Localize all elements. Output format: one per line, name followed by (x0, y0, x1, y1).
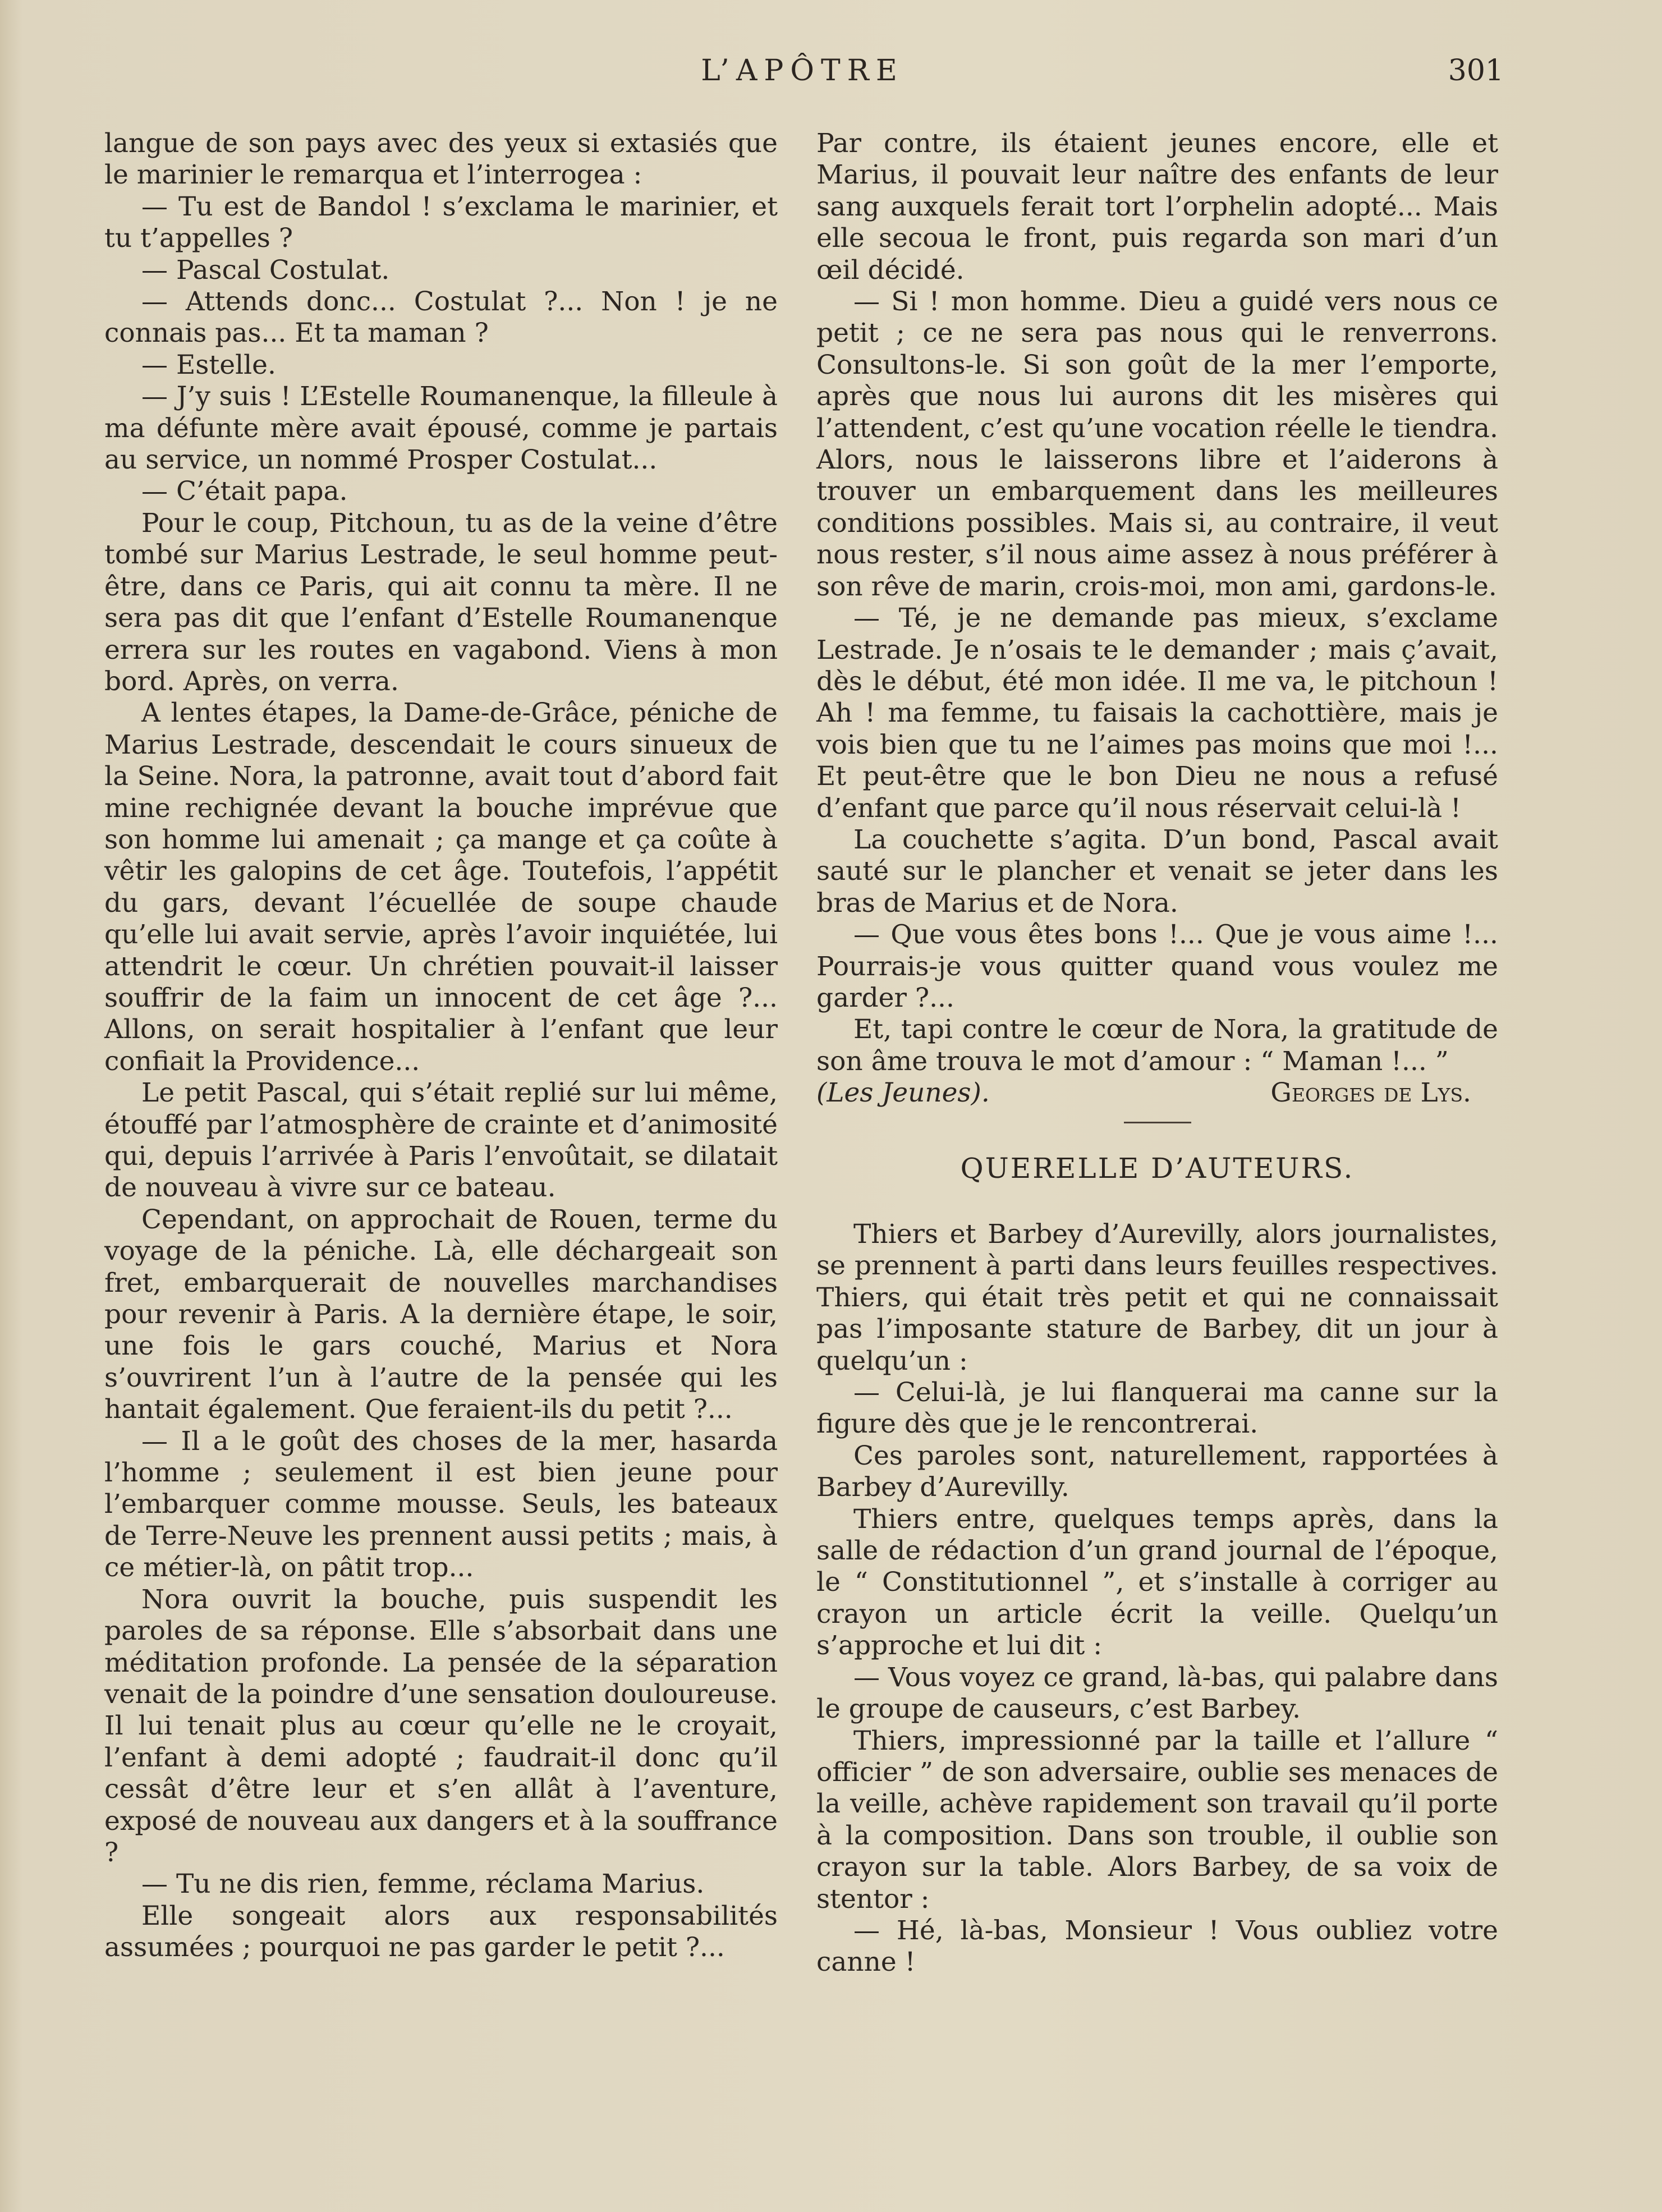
paragraph: Thiers, impressionné par la taille et l’allure “ officier ” de son adversaire, oublie ses menaces de la veille, achève rapidement son travail qu’il porte à la composition. Dans son trouble, il oublie son crayon sur la table. Alors Barbey, de sa voix de stentor : (816, 1725, 1498, 1915)
paragraph: — J’y suis ! L’Estelle Roumanenque, la filleule à ma défunte mère avait épousé, comme je partais au service, un nommé Prosper Costulat... (104, 381, 778, 476)
right-column (816, 128, 1498, 1979)
paragraph: — Tu ne dis rien, femme, réclama Marius. (141, 1869, 705, 1900)
paragraph: — Hé, là-bas, Monsieur ! Vous oubliez votre canne ! (816, 1915, 1498, 1978)
paragraph: — Si ! mon homme. Dieu a guidé vers nous ce petit ; ce ne sera pas nous qui le renverrons. Consultons-le. Si son goût de la mer l’emporte, après que nous lui aurons dit les misères qui l’attendent, c’est qu’une vocation réelle le tiendra. Alors, nous le laisserons libre et l’aiderons à trouver un embarquement dans les meilleures conditions possibles. Mais si, au contraire, il veut nous rester, s’il nous aime assez à nous préférer à son rêve de marin, crois-moi, mon ami, gardons-le. (816, 286, 1498, 602)
page-number: 301 (1448, 54, 1504, 88)
paragraph: — Attends donc... Costulat ?... Non ! je ne connais pas... Et ta maman ? (104, 286, 778, 349)
paragraph: Le petit Pascal, qui s’était replié sur lui même, étouffé par l’atmosphère de crainte et d’animosité qui, depuis l’arrivée à Paris l’envoûtait, se dilatait de nouveau à vivre sur ce bateau. (104, 1077, 778, 1204)
paragraph: langue de son pays avec des yeux si extasiés que le marinier le remarqua et l’interrogea : (104, 128, 778, 191)
paragraph: — Celui-là, je lui flanquerai ma canne sur la figure dès que je le rencontrerai. (816, 1377, 1498, 1440)
article-author: Georges de Lys. (1270, 1077, 1471, 1109)
paragraph: Elle songeait alors aux responsabilités assumées ; pourquoi ne pas garder le petit ?... (104, 1900, 778, 1963)
paragraph: Nora ouvrit la bouche, puis suspendit les paroles de sa réponse. Elle s’absorbait dans une méditation profonde. La pensée de la séparation venait de la poindre d’une sensation douloureuse. Il lui tenait plus au cœur qu’elle ne le croyait, l’enfant à demi adopté ; faudrait-il donc qu’il cessât d’être leur et s’en allât à l’aventure, exposé de nouveau aux dangers et à la souffrance ? (104, 1584, 778, 1868)
page-header (101, 54, 1504, 99)
signature-line (816, 1077, 1498, 1109)
paragraph: — Vous voyez ce grand, là-bas, qui palabre dans le groupe de causeurs, c’est Barbey. (816, 1662, 1498, 1725)
paragraph: Pour le coup, Pitchoun, tu as de la veine d’être tombé sur Marius Lestrade, le seul homme peut-être, dans ce Paris, qui ait connu ta mère. Il ne sera pas dit que l’enfant d’Estelle Roumanenque errera sur les routes en vagabond. Viens à mon bord. Après, on verra. (104, 507, 778, 697)
paragraph: — Il a le goût des choses de la mer, hasarda l’homme ; seulement il est bien jeune pour l’embarquer comme mousse. Seuls, les bateaux de Terre-Neuve les prennent aussi petits ; mais, à ce métier-là, on pâtit trop... (104, 1425, 778, 1584)
paragraph: A lentes étapes, la Dame-de-Grâce, péniche de Marius Lestrade, descendait le cours sinueux de la Seine. Nora, la patronne, avait tout d’abord fait mine rechignée devant la bouche imprévue que son homme lui amenait ; ça mange et ça coûte à vêtir les galopins de cet âge. Toutefois, l’appétit du gars, devant l’écuellée de soupe chaude qu’elle lui avait servie, après l’avoir inquiétée, lui attendrit le cœur. Un chrétien pouvait-il laisser souffrir de la faim un innocent de cet âge ?... Allons, on serait hospitalier à l’enfant que leur confiait la Providence... (104, 697, 778, 1077)
paragraph: Thiers entre, quelques temps après, dans la salle de rédaction d’un grand journal de l’époque, le “ Constitutionnel ”, et s’installe à corriger au crayon un article écrit la veille. Quelqu’un s’approche et lui dit : (816, 1503, 1498, 1662)
paragraph: Et, tapi contre le cœur de Nora, la gratitude de son âme trouva le mot d’amour : “ Maman !... ” (816, 1014, 1498, 1077)
section-divider (1124, 1122, 1191, 1123)
paragraph: — Pascal Costulat. (141, 254, 390, 286)
paragraph: — Que vous êtes bons !... Que je vous aime !... Pourrais-je vous quitter quand vous voulez me garder ?... (816, 919, 1498, 1013)
paragraph: Cependant, on approchait de Rouen, terme du voyage de la péniche. Là, elle déchargeait son fret, embarquerait de nouvelles marchandises pour revenir à Paris. A la dernière étape, le soir, une fois le gars couché, Marius et Nora s’ouvrirent l’un à l’autre de la pensée qui les hantait également. Que feraient-ils du petit ?... (104, 1204, 778, 1425)
paragraph: — C’était papa. (141, 476, 348, 507)
paragraph: Par contre, ils étaient jeunes encore, elle et Marius, il pouvait leur naître des enfants de leur sang auxquels ferait tort l’orphelin adopté... Mais elle secoua le front, puis regarda son mari d’un œil décidé. (816, 128, 1498, 286)
section-title: QUERELLE D’AUTEURS. (960, 1151, 1355, 1185)
paragraph: Ces paroles sont, naturellement, rapportées à Barbey d’Aurevilly. (816, 1440, 1498, 1503)
paragraph: Thiers et Barbey d’Aurevilly, alors journalistes, se prennent à parti dans leurs feuilles respectives. Thiers, qui était très petit et qui ne connaissait pas l’imposante stature de Barbey, dit un jour à quelqu’un : (816, 1219, 1498, 1376)
left-column (104, 128, 778, 1964)
paragraph: — Estelle. (141, 349, 276, 380)
paragraph: — Té, je ne demande pas mieux, s’exclame Lestrade. Je n’osais te le demander ; mais ç’avait, dès le début, été mon idée. Il me va, le pitchoun ! Ah ! ma femme, tu faisais la cachottière, mais je vois bien que tu ne l’aimes pas moins que moi !... Et peut-être que le bon Dieu ne nous a refusé d’enfant que parce qu’il nous réservait celui-là ! (816, 603, 1498, 824)
running-title: L’APÔTRE (701, 54, 904, 88)
article-source: (Les Jeunes). (816, 1077, 990, 1109)
paragraph: — Tu est de Bandol ! s’exclama le marinier, et tu t’appelles ? (104, 191, 778, 254)
paragraph: La couchette s’agita. D’un bond, Pascal avait sauté sur le plancher et venait se jeter dans les bras de Marius et de Nora. (816, 824, 1498, 919)
